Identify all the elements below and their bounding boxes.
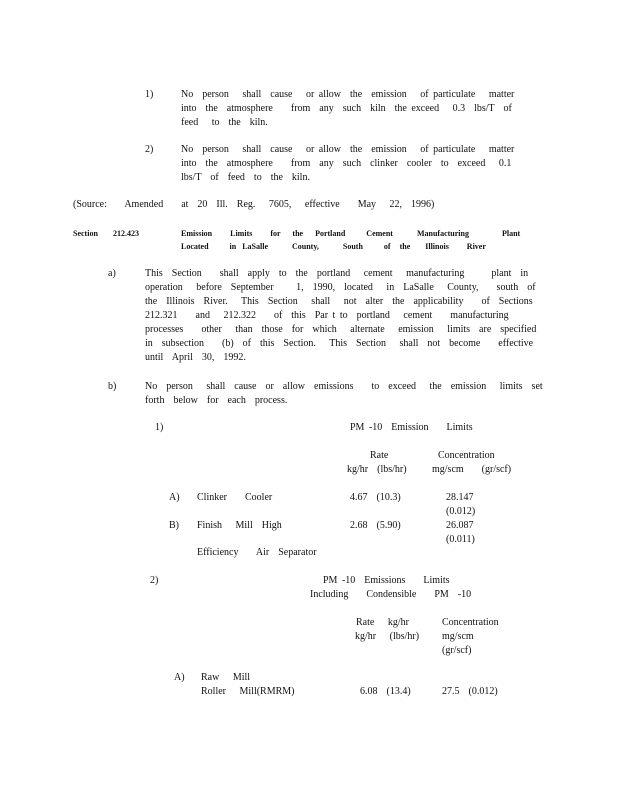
table-2-conc-units-gr: (gr/scf) bbox=[442, 645, 472, 656]
table-row-rate: 2.68 (5.90) bbox=[350, 520, 401, 531]
table-row-name: Clinker Cooler bbox=[197, 492, 273, 503]
table-row-conc: 27.5 (0.012) bbox=[442, 686, 498, 697]
para-b-line: forth below for each process. bbox=[145, 395, 288, 406]
section-number: 212.423 bbox=[113, 229, 139, 238]
item-2-line: No person shall cause or allow the emission of particulate matter bbox=[181, 144, 515, 155]
table-1-rate-header: Rate bbox=[370, 450, 389, 461]
table-row-conc-gr: (0.011) bbox=[446, 534, 475, 545]
table-1-number: 1) bbox=[155, 422, 164, 433]
table-1-rate-units: kg/hr (lbs/hr) bbox=[347, 464, 407, 475]
table-2-conc-header: Concentration bbox=[442, 617, 499, 628]
table-row-name: Finish Mill High bbox=[197, 520, 282, 531]
table-2-conc-units: mg/scm bbox=[442, 631, 474, 642]
para-b-text bbox=[145, 380, 543, 408]
para-a-line: This Section shall apply to the portland cement manufacturing plant in bbox=[145, 268, 529, 279]
item-2-text bbox=[181, 143, 514, 185]
table-row-label: B) bbox=[169, 520, 179, 531]
para-a-line: the Illinois River. This Section shall not alter the applicability of Sections bbox=[145, 296, 533, 307]
table-1-conc-units: mg/scm (gr/scf) bbox=[432, 464, 512, 475]
table-row-name-cont: Roller Mill(RMRM) bbox=[201, 686, 295, 697]
item-2-line: into the atmosphere from any such clinker cooler to exceed 0.1 bbox=[181, 158, 512, 169]
table-row-rate: 6.08 (13.4) bbox=[360, 686, 411, 697]
item-2-line: lbs/T of feed to the kiln. bbox=[181, 172, 310, 183]
para-b-line: No person shall cause or allow emissions to exceed the emission limits set bbox=[145, 381, 543, 392]
table-2-number: 2) bbox=[150, 575, 159, 586]
para-a-line: in subsection (b) of this Section. This Section shall not become effective bbox=[145, 338, 534, 349]
table-row-label: A) bbox=[174, 672, 185, 683]
para-a-line: operation before September 1, 1990, located in LaSalle County, south of bbox=[145, 282, 536, 293]
item-1-number: 1) bbox=[145, 89, 154, 100]
para-a-number: a) bbox=[108, 268, 116, 279]
table-row-conc: 28.147 bbox=[446, 492, 474, 503]
table-2-rate-header: Rate kg/hr bbox=[356, 617, 409, 628]
section-title-line-1: Emission Limits for the Portland Cement Manufacturing Plant bbox=[181, 229, 521, 238]
table-1-conc-header: Concentration bbox=[438, 450, 495, 461]
item-1-line: feed to the kiln. bbox=[181, 117, 268, 128]
table-row-name-cont: Efficiency Air Separator bbox=[197, 547, 317, 558]
table-row-name: Raw Mill bbox=[201, 672, 251, 683]
section-title-line-2: Located in LaSalle County, South of the Illinois River bbox=[181, 242, 486, 251]
table-row-rate: 4.67 (10.3) bbox=[350, 492, 401, 503]
para-b-number: b) bbox=[108, 381, 117, 392]
item-1-text bbox=[181, 88, 514, 130]
item-1-line: No person shall cause or allow the emission of particulate matter bbox=[181, 89, 515, 100]
para-a-line: until April 30, 1992. bbox=[145, 352, 246, 363]
table-row-label: A) bbox=[169, 492, 180, 503]
table-2-heading-line-2: Including Condensible PM -10 bbox=[310, 589, 472, 600]
table-1-heading: PM -10 Emission Limits bbox=[350, 422, 473, 433]
item-2-number: 2) bbox=[145, 144, 154, 155]
source-note: (Source: Amended at 20 Ill. Reg. 7605, effective May 22, 1996) bbox=[73, 199, 435, 210]
para-a-line: processes other than those for which alternate emission limits are specified bbox=[145, 324, 537, 335]
table-2-heading-line-1: PM -10 Emissions Limits bbox=[323, 575, 450, 586]
para-a-text bbox=[145, 267, 536, 365]
table-row-conc: 26.087 bbox=[446, 520, 474, 531]
table-row-conc-gr: (0.012) bbox=[446, 506, 476, 517]
item-1-line: into the atmosphere from any such kiln the exceed 0.3 lbs/T of bbox=[181, 103, 512, 114]
table-2-rate-units: kg/hr (lbs/hr) bbox=[355, 631, 420, 642]
para-a-line: 212.321 and 212.322 of this Par t to portland cement manufacturing bbox=[145, 310, 509, 321]
section-label: Section bbox=[73, 229, 98, 238]
